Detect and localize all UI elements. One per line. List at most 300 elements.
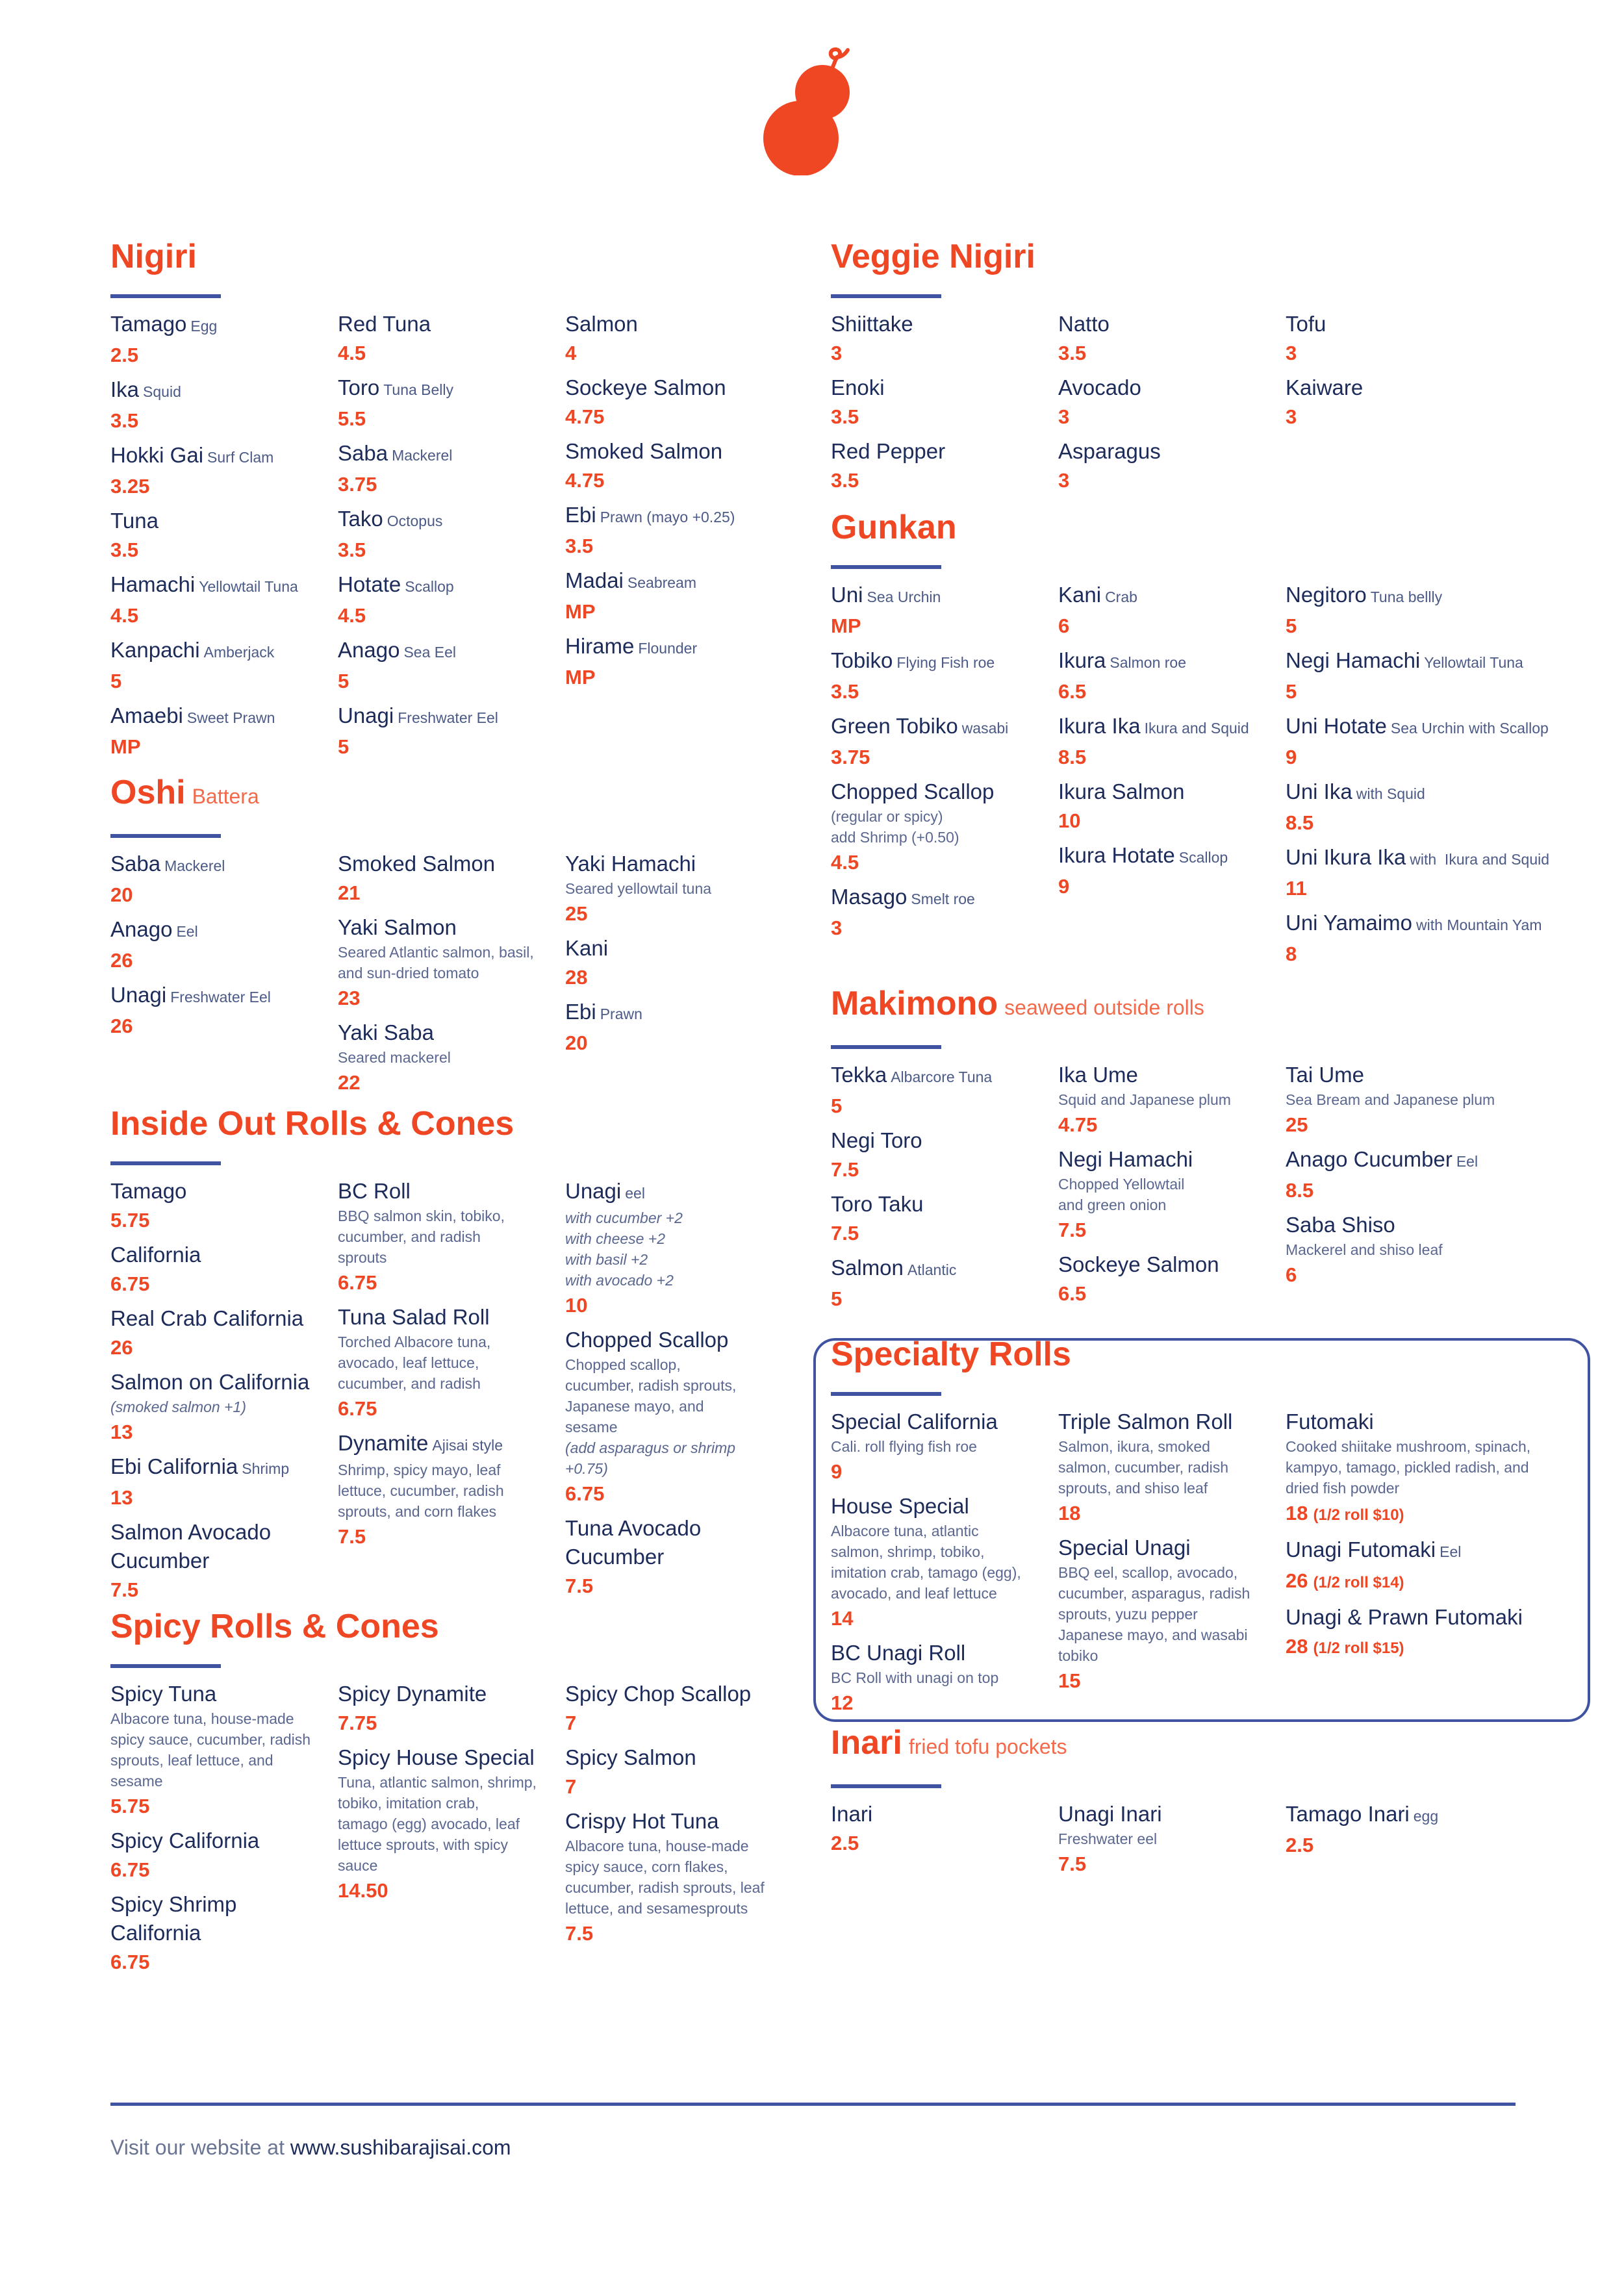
item-subtitle: Seabream xyxy=(627,574,697,591)
menu-item xyxy=(1058,1408,1286,1528)
item-price: 8 xyxy=(1286,942,1297,965)
item-name-row xyxy=(831,1639,1058,1667)
item-subtitle: Eel xyxy=(176,923,198,940)
item-name-row xyxy=(1058,310,1286,338)
item-subtitle: Tuna Belly xyxy=(383,381,454,398)
item-name: Natto xyxy=(1058,312,1110,336)
item-price: 6.75 xyxy=(110,1272,150,1295)
item-name: Ikura Hotate xyxy=(1058,843,1175,867)
menu-column xyxy=(338,310,565,767)
item-name-row xyxy=(110,310,338,340)
item-name: Green Tobiko xyxy=(831,714,958,738)
item-subtitle: Tuna bellly xyxy=(1370,588,1443,605)
section-inside-out-rolls xyxy=(110,1104,793,1610)
menu-item xyxy=(565,850,793,929)
item-price: 4.5 xyxy=(831,851,859,874)
menu-item xyxy=(338,1429,565,1552)
menu-column xyxy=(565,1680,793,1982)
item-subtitle: Amberjack xyxy=(203,644,275,661)
item-subtitle: Octopus xyxy=(387,512,443,529)
item-name-row xyxy=(1058,841,1286,872)
item-price: 14 xyxy=(831,1607,854,1630)
item-name-row xyxy=(831,1800,1058,1828)
section-heading xyxy=(831,984,1513,1027)
item-price-row xyxy=(1058,1279,1286,1309)
footer-divider xyxy=(110,2103,1516,2106)
menu-item xyxy=(1286,778,1513,838)
item-price-row xyxy=(110,1011,338,1041)
item-price-row xyxy=(565,531,793,561)
item-name-row xyxy=(110,1827,338,1855)
item-description: BBQ salmon skin, tobiko, cucumber, and radish sprouts xyxy=(338,1208,505,1266)
item-price-row xyxy=(1286,1632,1513,1663)
item-name: Negitoro xyxy=(1286,583,1367,607)
item-name-row xyxy=(338,1743,565,1772)
item-price-row xyxy=(831,1457,1058,1487)
menu-item xyxy=(110,570,338,631)
item-price-row xyxy=(1286,1830,1513,1860)
item-description: Mackerel and shiso leaf xyxy=(1286,1241,1443,1258)
section-underline xyxy=(831,565,941,569)
item-price-row xyxy=(338,1268,565,1298)
item-price: 3.5 xyxy=(1058,342,1087,364)
item-subtitle: Surf Clam xyxy=(207,449,274,466)
item-name-row xyxy=(338,505,565,535)
item-price-row xyxy=(831,1828,1058,1858)
menu-item xyxy=(338,505,565,565)
item-price-row xyxy=(831,466,1058,496)
menu-column xyxy=(565,1177,793,1610)
item-price-row xyxy=(1058,1666,1286,1696)
item-name-row xyxy=(831,1492,1058,1521)
item-name-row xyxy=(831,883,1058,913)
item-price-row xyxy=(110,1269,338,1299)
section-underline xyxy=(110,294,221,298)
item-price-row xyxy=(110,1333,338,1363)
item-name-row xyxy=(1058,1250,1286,1279)
item-price: 3.5 xyxy=(110,538,139,561)
item-price: 3.5 xyxy=(831,469,859,492)
menu-item xyxy=(110,702,338,762)
item-name: Smoked Salmon xyxy=(338,852,496,876)
item-price-row xyxy=(110,601,338,631)
item-name: Spicy Shrimp California xyxy=(110,1892,237,1945)
menu-item xyxy=(1058,1145,1286,1245)
item-price: 3 xyxy=(1058,469,1070,492)
item-subtitle: Ajisai style xyxy=(432,1437,503,1454)
item-name-row xyxy=(338,913,565,942)
item-price: 3 xyxy=(831,342,843,364)
item-subtitle: Salmon roe xyxy=(1110,654,1186,671)
item-name: Tai Ume xyxy=(1286,1063,1365,1087)
item-note: (add asparagus or shrimp +0.75) xyxy=(565,1439,736,1477)
menu-item xyxy=(338,913,565,1013)
item-price-row xyxy=(1286,1110,1513,1140)
menu-item xyxy=(110,915,338,976)
item-price-row xyxy=(110,340,338,370)
menu-item xyxy=(565,1326,793,1509)
item-price-row xyxy=(1286,1260,1513,1290)
item-name-row xyxy=(110,1452,338,1483)
item-subtitle: with Mountain Yam xyxy=(1416,917,1542,933)
item-subtitle: Crab xyxy=(1105,588,1137,605)
item-price: 7.5 xyxy=(110,1578,139,1601)
menu-column xyxy=(565,310,793,767)
section-spicy-rolls xyxy=(110,1607,793,1982)
item-price: 26 xyxy=(1286,1569,1308,1592)
section-heading xyxy=(831,508,1513,547)
menu-item xyxy=(831,310,1058,368)
item-name-row xyxy=(1286,646,1523,677)
item-name: Masago xyxy=(831,885,907,909)
item-name: House Special xyxy=(831,1494,969,1518)
menu-item xyxy=(831,1800,1058,1858)
item-name-row xyxy=(565,566,793,597)
item-name-row xyxy=(1058,1408,1286,1436)
item-price-row xyxy=(565,466,793,496)
section-heading xyxy=(831,237,1513,276)
menu-column xyxy=(1286,1408,1531,1723)
item-price: 9 xyxy=(1286,746,1297,768)
menu-item xyxy=(110,375,338,436)
item-price: 7.5 xyxy=(1058,1219,1087,1241)
menu-item xyxy=(110,507,338,565)
menu-item xyxy=(338,1743,565,1906)
item-price-row xyxy=(565,1919,793,1949)
item-price-row xyxy=(1058,402,1286,432)
item-price: 22 xyxy=(338,1071,361,1094)
item-description: (regular or spicy) add Shrimp (+0.50) xyxy=(831,808,959,846)
item-name-row xyxy=(565,934,793,963)
item-subtitle: Shrimp xyxy=(242,1460,290,1477)
menu-item xyxy=(1286,646,1523,707)
menu-item xyxy=(1286,843,1550,904)
item-name: Saba Shiso xyxy=(1286,1213,1395,1237)
item-name-row xyxy=(110,702,338,732)
item-price: 8.5 xyxy=(1058,746,1087,768)
item-name-row xyxy=(110,915,338,946)
item-price: 21 xyxy=(338,881,361,904)
section-gunkan xyxy=(831,508,1550,974)
item-subtitle: Prawn (mayo +0.25) xyxy=(600,509,735,525)
section-specialty-rolls xyxy=(831,1335,1531,1723)
item-price: 5 xyxy=(1286,680,1297,703)
item-price-row xyxy=(1058,806,1286,836)
menu-item xyxy=(565,1807,793,1949)
item-name-row xyxy=(110,981,338,1011)
item-subtitle: Eel xyxy=(1456,1153,1478,1170)
section-title: Inside Out Rolls & Cones xyxy=(110,1105,514,1143)
item-name-row xyxy=(831,1061,1058,1091)
item-price-row xyxy=(1058,677,1286,707)
item-name: Yaki Saba xyxy=(338,1020,434,1044)
item-price-row xyxy=(110,1575,338,1605)
menu-column xyxy=(1058,581,1286,974)
section-title: Specialty Rolls xyxy=(831,1335,1071,1373)
item-price-row xyxy=(338,1876,565,1906)
menu-item xyxy=(110,1368,338,1447)
item-price: 3.5 xyxy=(831,405,859,428)
menu-item xyxy=(565,1743,793,1802)
item-price: 3 xyxy=(1286,405,1297,428)
item-name: California xyxy=(110,1243,201,1267)
menu-item xyxy=(338,1680,565,1738)
item-name: Tekka xyxy=(831,1063,887,1087)
menu-item xyxy=(1286,1408,1531,1530)
section-inari xyxy=(831,1723,1513,1884)
item-name-row xyxy=(110,1368,338,1397)
item-description: Albacore tuna, house-made spicy sauce, cucumber, radish sprouts, leaf lettuce, and sesame xyxy=(110,1710,311,1789)
item-description: Salmon, ikura, smoked salmon, cucumber, radish sprouts, and shiso leaf xyxy=(1058,1438,1229,1497)
menu-item xyxy=(1058,581,1286,641)
item-name-row xyxy=(338,850,565,878)
item-name: Unagi & Prawn Futomaki xyxy=(1286,1605,1523,1629)
item-price-row xyxy=(565,1708,793,1738)
item-name-row xyxy=(1286,1061,1513,1089)
item-name: Tamago xyxy=(110,1179,187,1203)
item-name: Ebi xyxy=(565,503,596,527)
item-price: 5 xyxy=(831,1287,843,1310)
item-price-row xyxy=(831,1604,1058,1634)
menu-item xyxy=(110,981,338,1041)
menu-item xyxy=(565,310,793,368)
item-price: 4.5 xyxy=(338,604,366,627)
item-price: 26 xyxy=(110,1015,133,1037)
item-name-row xyxy=(1286,581,1513,611)
item-price: 5 xyxy=(1286,614,1297,637)
item-price: 7 xyxy=(565,1712,577,1734)
item-name: Spicy Salmon xyxy=(565,1745,696,1769)
item-description: Squid and Japanese plum xyxy=(1058,1091,1231,1108)
item-name: Negi Hamachi xyxy=(1058,1147,1193,1171)
item-price-row xyxy=(831,677,1058,707)
menu-item xyxy=(110,1452,338,1513)
item-price-row xyxy=(110,880,338,910)
item-price: MP xyxy=(565,600,596,623)
section-heading xyxy=(110,237,793,276)
menu-item xyxy=(565,1514,793,1601)
menu-item xyxy=(1058,712,1286,772)
menu-item xyxy=(338,1303,565,1424)
item-name: Shiittake xyxy=(831,312,913,336)
item-name: Anago Cucumber xyxy=(1286,1147,1453,1171)
section-title: Nigiri xyxy=(110,238,197,275)
item-price-row xyxy=(338,535,565,565)
item-name: Saba xyxy=(110,852,161,876)
menu-column xyxy=(1058,1408,1286,1723)
item-subtitle: Albarcore Tuna xyxy=(891,1068,993,1085)
menu-item xyxy=(1058,646,1286,707)
menu-item xyxy=(338,570,565,631)
item-name-row xyxy=(1286,778,1513,808)
menu-column xyxy=(565,850,793,1103)
menu-item xyxy=(110,636,338,696)
item-name-row xyxy=(1058,1800,1286,1828)
item-subtitle: Freshwater Eel xyxy=(170,989,271,1005)
menu-item xyxy=(110,1241,338,1299)
item-price-row xyxy=(565,1571,793,1601)
item-name: Tofu xyxy=(1286,312,1326,336)
item-name-row xyxy=(831,437,1058,466)
item-price-row xyxy=(565,402,793,432)
section-underline xyxy=(110,1664,221,1668)
item-price-row xyxy=(831,742,1058,772)
item-name: Tuna Salad Roll xyxy=(338,1305,490,1329)
item-subtitle: Yellowtail Tuna xyxy=(199,578,298,595)
item-price-row xyxy=(1058,611,1286,641)
item-name-row xyxy=(338,373,565,404)
item-name: Yaki Salmon xyxy=(338,915,457,939)
item-price-row xyxy=(110,1417,338,1447)
item-price: 3.25 xyxy=(110,475,150,498)
item-price: 6.75 xyxy=(338,1397,377,1420)
item-price: 15 xyxy=(1058,1669,1081,1692)
item-description: Seared mackerel xyxy=(338,1049,451,1066)
item-price: 4 xyxy=(565,342,577,364)
section-columns xyxy=(110,1177,793,1610)
item-price-row xyxy=(110,1855,338,1885)
menu-item xyxy=(1058,1061,1286,1140)
section-nigiri xyxy=(110,237,793,767)
item-name-row xyxy=(110,850,338,880)
item-name-row xyxy=(1286,843,1550,874)
item-price: 7.5 xyxy=(565,1574,594,1597)
item-price: 3 xyxy=(1058,405,1070,428)
item-name-row xyxy=(565,998,793,1028)
section-makimono xyxy=(831,984,1513,1319)
item-price-row xyxy=(338,601,565,631)
menu-item xyxy=(565,632,793,692)
item-subtitle: Egg xyxy=(190,318,218,335)
item-name-row xyxy=(1058,1534,1286,1562)
item-name: Salmon Avocado Cucumber xyxy=(110,1520,272,1573)
menu-column xyxy=(831,581,1058,974)
menu-item xyxy=(338,310,565,368)
item-price: 3.75 xyxy=(338,473,377,496)
item-description: Sea Bream and Japanese plum xyxy=(1286,1091,1495,1108)
section-heading xyxy=(110,773,793,816)
section-veggie-nigiri xyxy=(831,237,1513,501)
item-half-roll-price: (1/2 roll $15) xyxy=(1313,1639,1404,1657)
menu-item xyxy=(1286,1061,1513,1140)
item-name: Uni xyxy=(831,583,863,607)
item-price-row xyxy=(1286,1176,1513,1206)
website-link[interactable]: www.sushibarajisai.com xyxy=(290,2136,511,2159)
item-name-row xyxy=(565,1680,793,1708)
item-name: Anago xyxy=(110,917,173,941)
section-title: Veggie Nigiri xyxy=(831,238,1035,275)
section-title: Makimono xyxy=(831,985,998,1022)
item-note: with cucumber +2 with cheese +2 with basil +2 with avocado +2 xyxy=(565,1209,683,1289)
item-price-row xyxy=(110,666,338,696)
item-price: 7.75 xyxy=(338,1712,377,1734)
item-price-row xyxy=(110,1791,338,1821)
item-name-row xyxy=(1286,310,1513,338)
item-name-row xyxy=(338,570,565,601)
menu-item xyxy=(1286,909,1542,969)
menu-item xyxy=(1058,841,1286,902)
item-price: 4.75 xyxy=(565,469,605,492)
item-name: Inari xyxy=(831,1802,873,1826)
item-name: Tamago xyxy=(110,312,187,336)
item-price: 10 xyxy=(565,1294,588,1317)
item-name: Saba xyxy=(338,441,388,465)
item-price-row xyxy=(565,1772,793,1802)
item-description: Shrimp, spicy mayo, leaf lettuce, cucumber, radish sprouts, and corn flakes xyxy=(338,1461,504,1520)
item-name: Negi Hamachi xyxy=(1286,648,1421,672)
item-price: MP xyxy=(565,666,596,689)
item-name: Special California xyxy=(831,1410,998,1434)
menu-item xyxy=(831,1061,1058,1121)
item-name: Salmon xyxy=(831,1256,904,1280)
item-name-row xyxy=(1058,581,1286,611)
item-name-row xyxy=(831,1190,1058,1219)
item-price-row xyxy=(338,732,565,762)
item-name: Hokki Gai xyxy=(110,443,204,467)
item-name: Tuna Avocado Cucumber xyxy=(565,1516,702,1569)
menu-item xyxy=(338,1018,565,1098)
item-price: 7.5 xyxy=(338,1525,366,1548)
item-name: Ikura xyxy=(1058,648,1106,672)
menu-item xyxy=(831,712,1058,772)
menu-column xyxy=(831,1061,1058,1319)
item-price-row xyxy=(110,535,338,565)
item-price: 11 xyxy=(1286,877,1307,900)
item-price-row xyxy=(831,913,1058,943)
item-price: 3.5 xyxy=(338,538,366,561)
item-name: Chopped Scallop xyxy=(565,1328,729,1352)
menu-item xyxy=(110,1827,338,1885)
item-price-row xyxy=(565,597,793,627)
item-subtitle: egg xyxy=(1413,1808,1439,1825)
item-price-row xyxy=(338,666,565,696)
item-description: Cali. roll flying fish roe xyxy=(831,1438,977,1455)
item-price: 7.5 xyxy=(831,1158,859,1181)
section-title: Inari xyxy=(831,1724,902,1762)
item-description: Seared Atlantic salmon, basil, and sun-dried tomato xyxy=(338,944,534,981)
item-price: 14.50 xyxy=(338,1879,388,1902)
menu-item xyxy=(831,1254,1058,1314)
item-price: 25 xyxy=(1286,1113,1308,1136)
item-name-row xyxy=(565,437,793,466)
item-price: 4.5 xyxy=(110,604,139,627)
item-price: 7.5 xyxy=(565,1922,594,1945)
item-price-row xyxy=(338,1068,565,1098)
item-price: 20 xyxy=(565,1031,588,1054)
item-name-row xyxy=(565,1743,793,1772)
item-price-row xyxy=(831,1284,1058,1314)
item-name: Real Crab California xyxy=(110,1306,304,1330)
item-name: Kaiware xyxy=(1286,375,1364,399)
item-price: 5 xyxy=(110,670,122,692)
section-columns xyxy=(831,1408,1531,1723)
item-subtitle: with Ikura and Squid xyxy=(1410,851,1550,868)
item-name: Sockeye Salmon xyxy=(1058,1252,1219,1276)
item-price: 3.5 xyxy=(110,409,139,432)
footer-text: Visit our website at xyxy=(110,2136,290,2159)
item-name: Ebi California xyxy=(110,1454,238,1478)
item-name-row xyxy=(1058,437,1286,466)
item-name-row xyxy=(565,1326,793,1354)
item-subtitle: Scallop xyxy=(1178,849,1228,866)
item-name: Smoked Salmon xyxy=(565,439,723,463)
menu-item xyxy=(1286,1145,1513,1206)
item-price-row xyxy=(110,946,338,976)
item-name-row xyxy=(1286,1603,1523,1632)
item-price: 18 xyxy=(1058,1502,1081,1524)
item-name: Uni Ika xyxy=(1286,779,1352,803)
section-heading xyxy=(110,1607,793,1646)
